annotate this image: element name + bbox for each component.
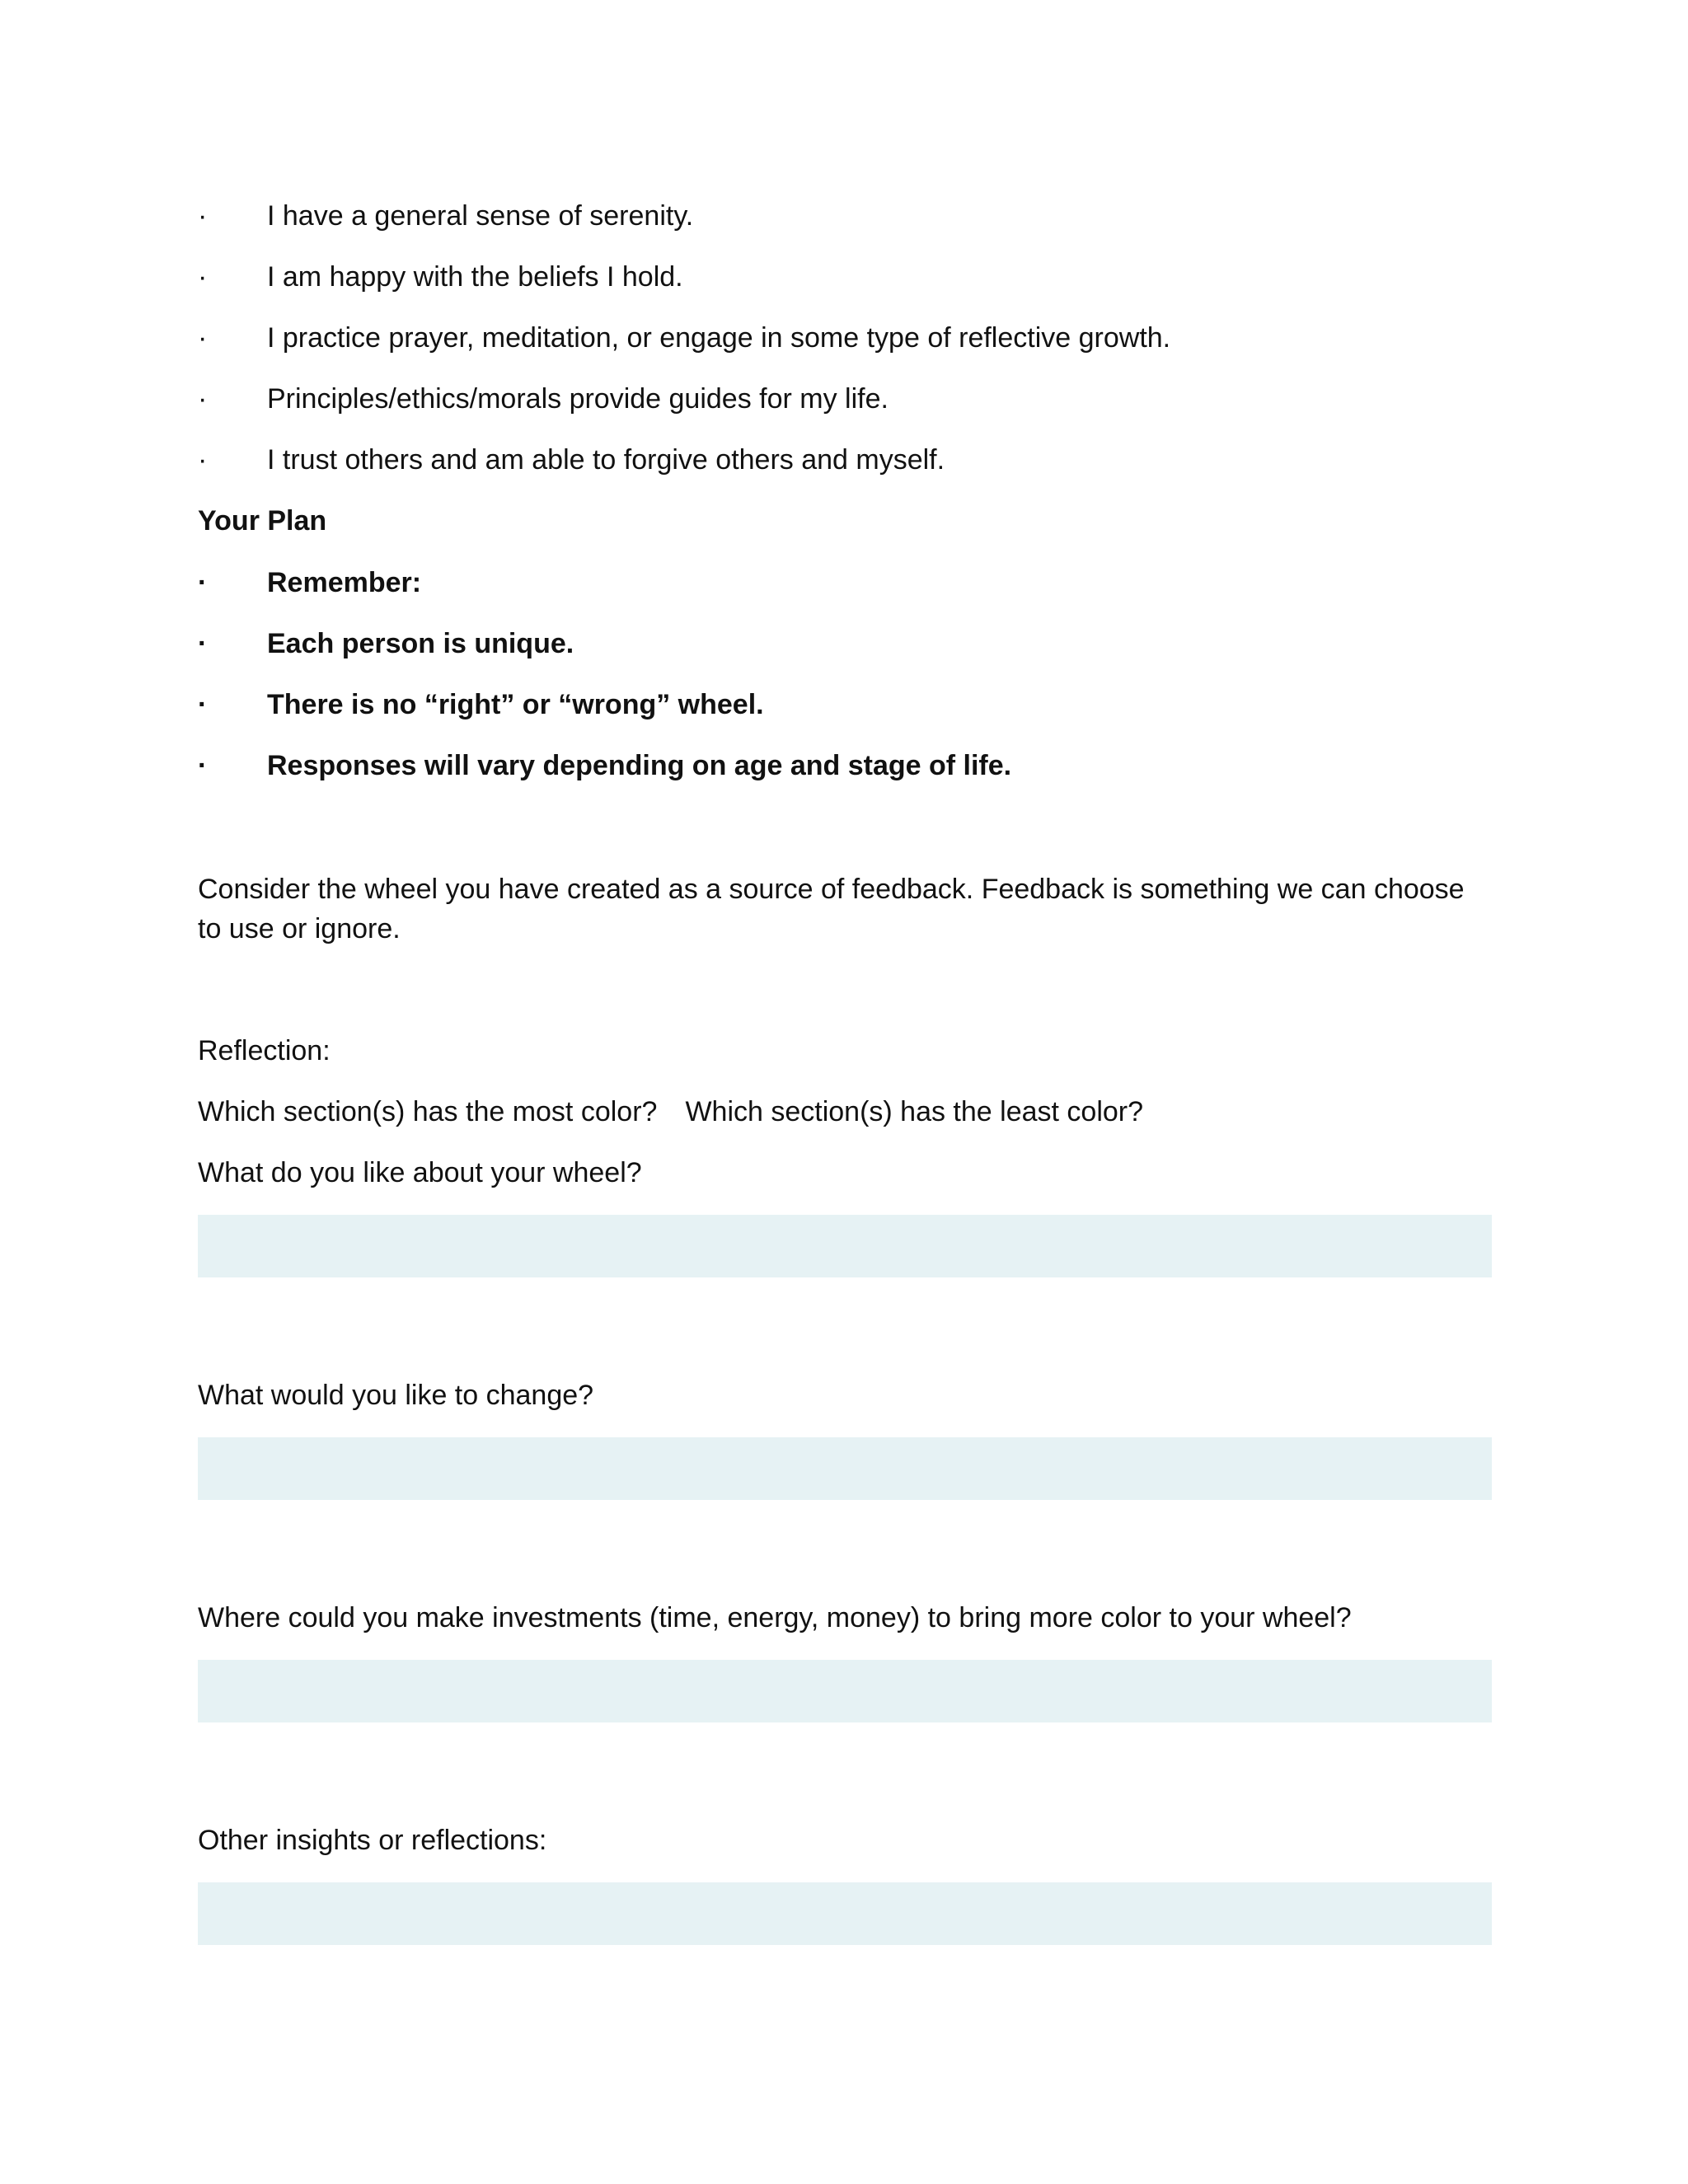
- prompt-label: Other insights or reflections:: [198, 1825, 547, 1856]
- change-input[interactable]: [198, 1437, 1492, 1500]
- color-questions: [198, 1092, 1143, 1132]
- bullet-icon: ·: [198, 383, 208, 415]
- prompt-label: What would you like to change?: [198, 1380, 594, 1411]
- bullet-icon: ·: [198, 200, 208, 232]
- like-wheel-input[interactable]: [198, 1215, 1492, 1277]
- plan-item-text: There is no “right” or “wrong” wheel.: [267, 689, 764, 720]
- plan-item-text: Responses will vary depending on age and stage of life.: [267, 750, 1012, 781]
- bullet-icon: ·: [198, 261, 208, 293]
- checklist-item-text: I have a general sense of serenity.: [267, 200, 694, 232]
- question-least-color: Which section(s) has the least color?: [685, 1096, 1144, 1127]
- insights-input[interactable]: [198, 1882, 1492, 1945]
- bullet-icon: ·: [198, 628, 208, 659]
- question-most-color: Which section(s) has the most color?: [198, 1096, 658, 1127]
- bullet-icon: ·: [198, 689, 208, 720]
- bullet-icon: ·: [198, 567, 208, 598]
- investments-input[interactable]: [198, 1660, 1492, 1722]
- bullet-icon: ·: [198, 444, 208, 476]
- plan-item-text: Remember:: [267, 567, 422, 598]
- prompt-label: Where could you make investments (time, energy, money) to bring more color to your wheel?: [198, 1602, 1352, 1633]
- checklist-item-text: Principles/ethics/morals provide guides for my life.: [267, 383, 889, 415]
- plan-item-text: Each person is unique.: [267, 628, 574, 659]
- checklist-item-text: I practice prayer, meditation, or engage in some type of reflective growth.: [267, 322, 1171, 354]
- checklist-item-text: I am happy with the beliefs I hold.: [267, 261, 683, 293]
- reflection-label: Reflection:: [198, 1035, 331, 1066]
- checklist-item-text: I trust others and am able to forgive others and myself.: [267, 444, 945, 476]
- prompt-label: What do you like about your wheel?: [198, 1157, 642, 1188]
- bullet-icon: ·: [198, 750, 208, 781]
- plan-heading: Your Plan: [198, 505, 327, 537]
- feedback-paragraph: Consider the wheel you have created as a source of feedback. Feedback is something we can choose to use or ignore.: [198, 874, 1465, 944]
- bullet-icon: ·: [198, 322, 208, 354]
